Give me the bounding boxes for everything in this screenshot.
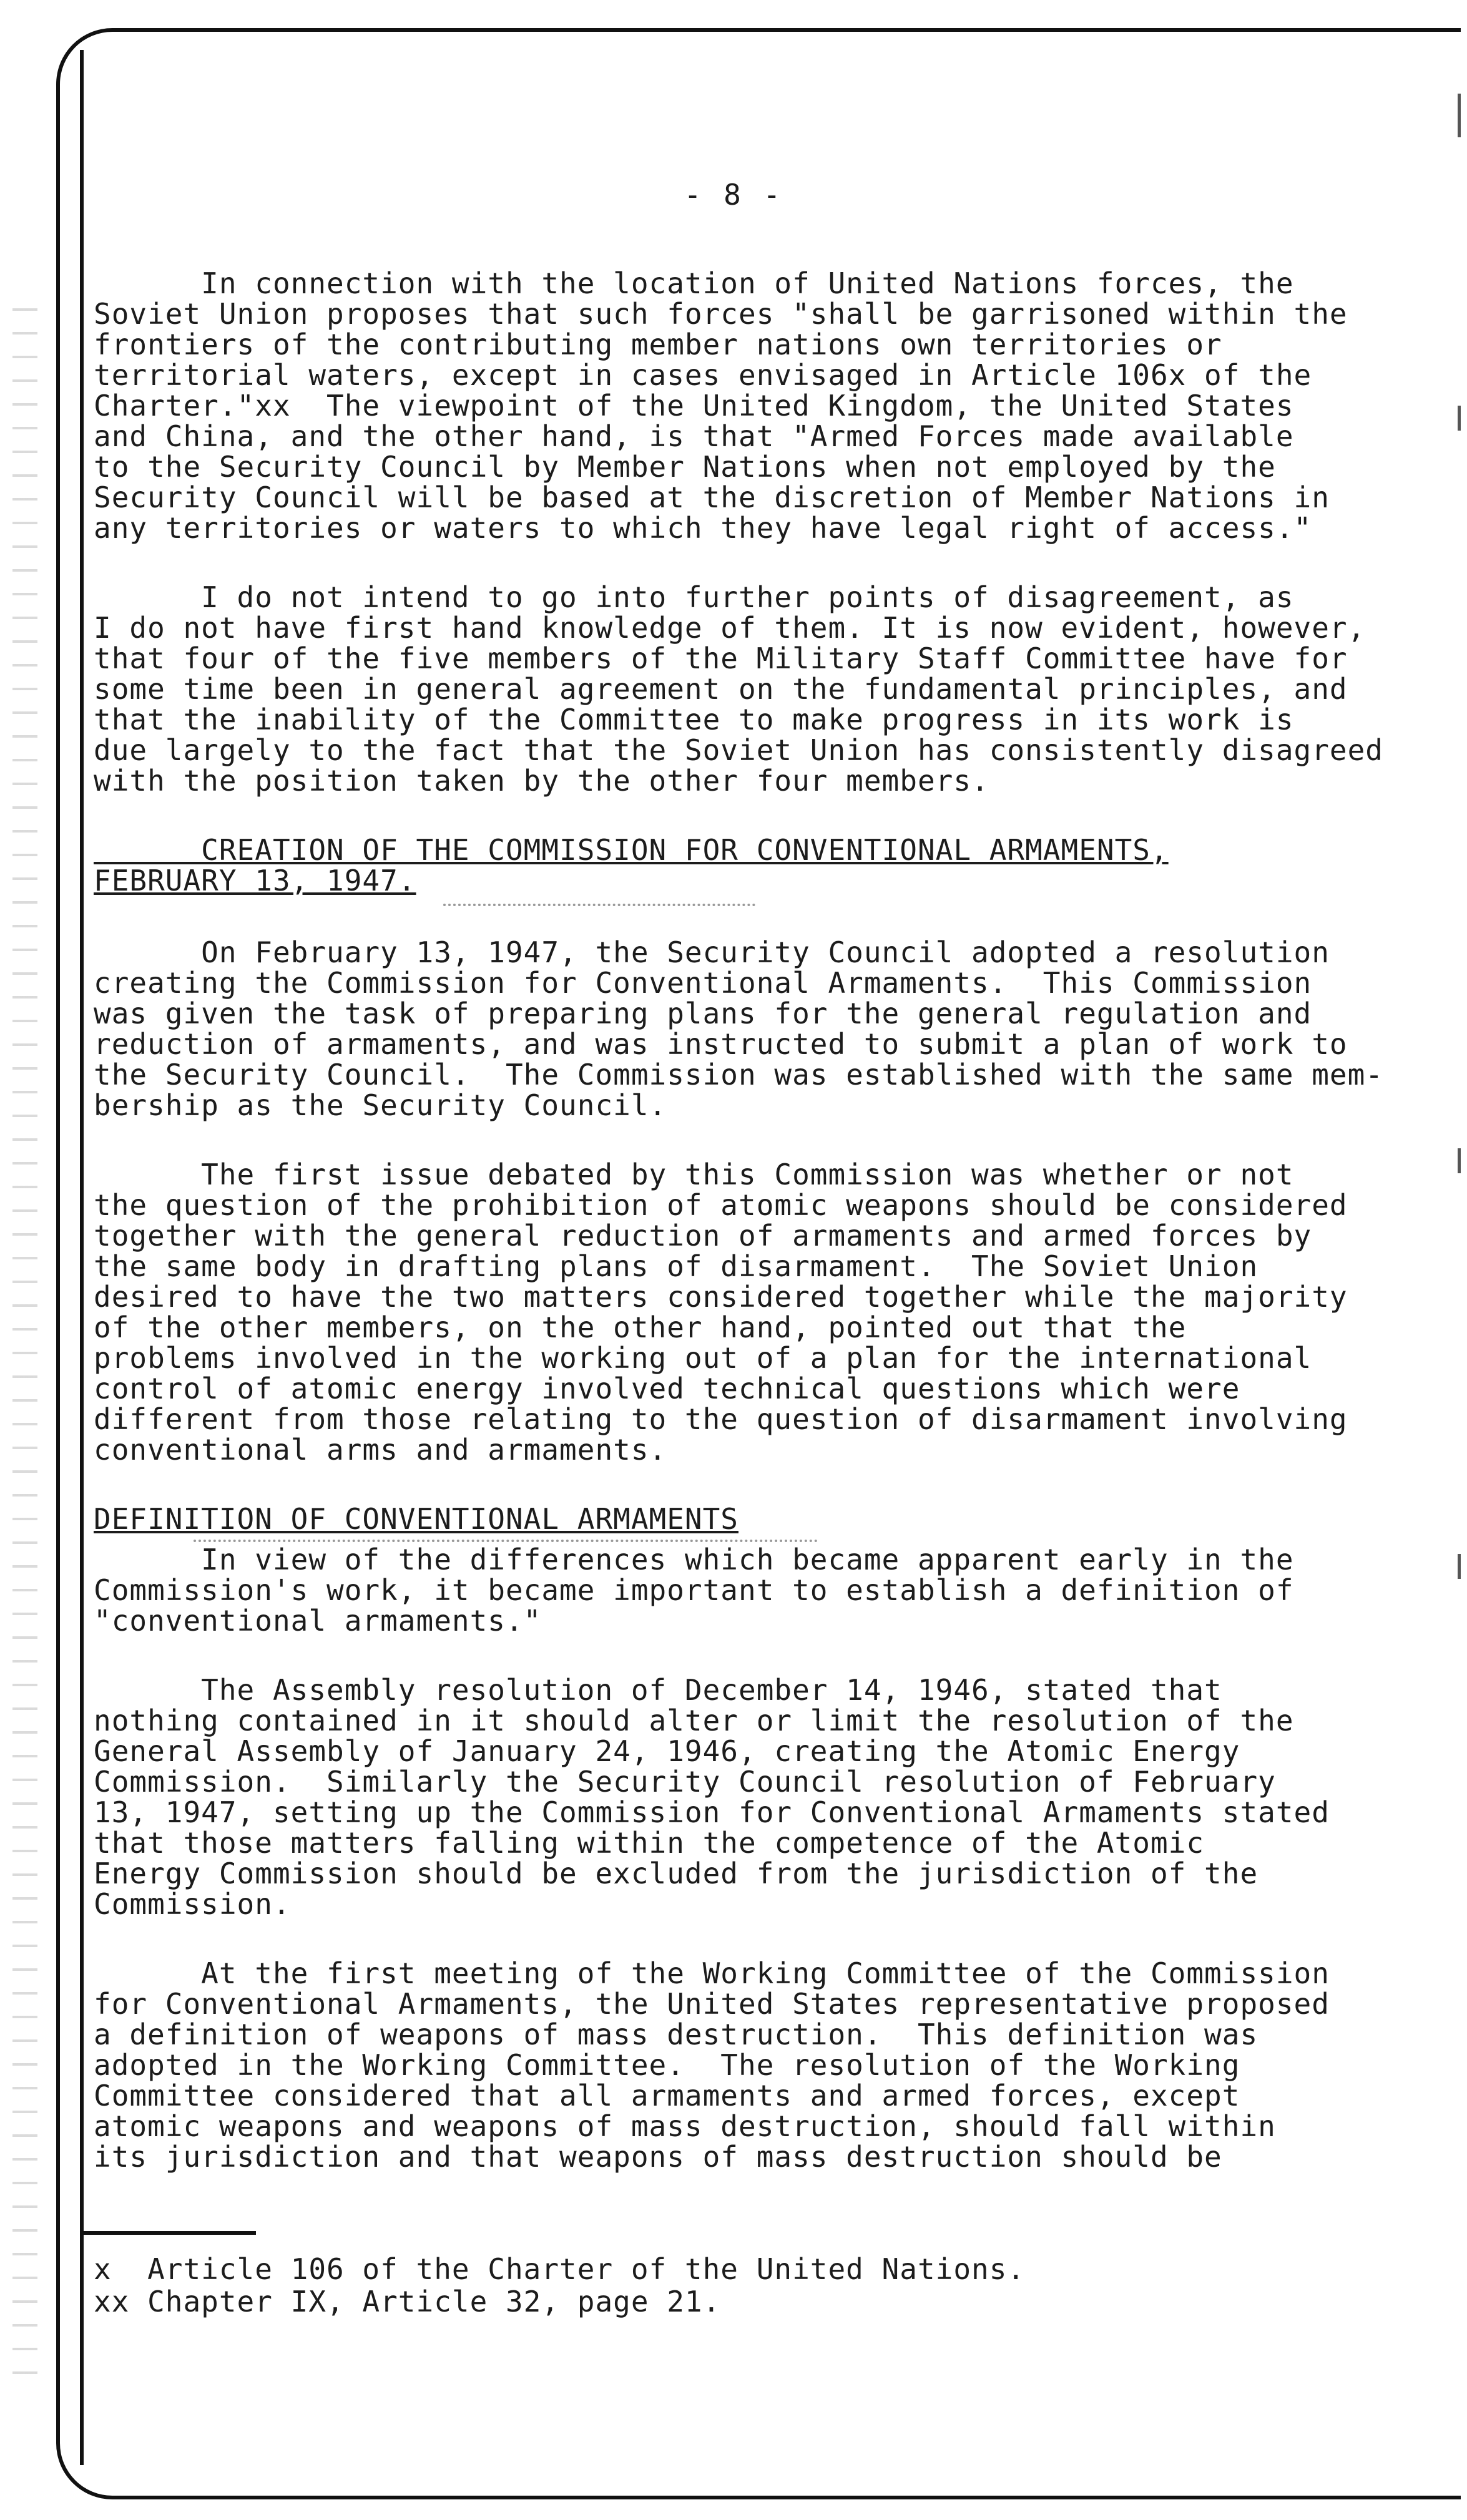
- text-line: and China, and the other hand, is that "Armed Forces made available: [94, 419, 1294, 453]
- text-line: Charter."xx The viewpoint of the United Kingdom, the United States: [94, 389, 1294, 422]
- text-line: the Security Council. The Commission was established with the same mem-: [94, 1058, 1383, 1092]
- text-line: In view of the differences which became apparent early in the: [94, 1543, 1294, 1576]
- text-line: 13, 1947, setting up the Commission for Conventional Armaments stated: [94, 1795, 1330, 1829]
- paragraph: [94, 582, 1392, 796]
- paragraph: [94, 1958, 1392, 2172]
- text-line: that the inability of the Committee to make progress in its work is: [94, 703, 1294, 736]
- paragraph: [94, 1160, 1392, 1465]
- binding-line: [80, 50, 84, 2465]
- text-line: the question of the prohibition of atomic weapons should be considered: [94, 1188, 1348, 1222]
- text-line: Commission's work, it became important to establish a definition of: [94, 1573, 1294, 1607]
- text-line: any territories or waters to which they have legal right of access.": [94, 511, 1312, 545]
- text-line: The first issue debated by this Commission was whether or not: [94, 1158, 1294, 1191]
- text-line: In connection with the location of United Nations forces, the: [94, 266, 1294, 300]
- text-line: The Assembly resolution of December 14, 1946, stated that: [94, 1673, 1222, 1707]
- paragraph: [94, 268, 1392, 544]
- text-line: for Conventional Armaments, the United States representative proposed: [94, 1987, 1330, 2021]
- dotted-rule: [194, 1540, 818, 1542]
- text-line: General Assembly of January 24, 1946, creating the Atomic Energy: [94, 1734, 1240, 1768]
- text-line: nothing contained in it should alter or limit the resolution of the: [94, 1704, 1294, 1737]
- text-line: of the other members, on the other hand, pointed out that the: [94, 1311, 1187, 1344]
- text-line: together with the general reduction of armaments and armed forces by: [94, 1219, 1312, 1253]
- text-line: with the position taken by the other four members.: [94, 764, 989, 798]
- text-line: I do not have first hand knowledge of them. It is now evident, however,: [94, 611, 1366, 645]
- text-line: Committee considered that all armaments and armed forces, except: [94, 2079, 1240, 2112]
- text-line: Commission.: [94, 1887, 291, 1921]
- text-line: the same body in drafting plans of disarmament. The Soviet Union: [94, 1249, 1258, 1283]
- text-line: territorial waters, except in cases envisaged in Article 106x of the: [94, 358, 1312, 392]
- text-line: Soviet Union proposes that such forces "shall be garrisoned within the: [94, 297, 1348, 331]
- dotted-rule: [443, 904, 755, 906]
- right-edge-mark: [1458, 94, 1461, 137]
- text-line: atomic weapons and weapons of mass destruction, should fall within: [94, 2109, 1276, 2143]
- text-line: different from those relating to the question of disarmament involving: [94, 1402, 1348, 1436]
- document-body: [94, 268, 1392, 2211]
- text-line: creating the Commission for Conventional Armaments. This Commission: [94, 966, 1312, 1000]
- text-line: On February 13, 1947, the Security Council adopted a resolution: [94, 935, 1330, 969]
- section-heading-line1: CREATION OF THE COMMISSION FOR CONVENTIONAL ARMAMENTS,: [94, 833, 1169, 867]
- text-line: bership as the Security Council.: [94, 1088, 667, 1122]
- text-line: that those matters falling within the competence of the Atomic: [94, 1826, 1205, 1860]
- text-line: frontiers of the contributing member nations own territories or: [94, 328, 1222, 361]
- page-number: - 8 -: [684, 178, 783, 212]
- text-line: problems involved in the working out of a plan for the international: [94, 1341, 1312, 1375]
- footnote: x Article 106 of the Charter of the United Nations.: [94, 2252, 1026, 2286]
- right-edge-mark: [1458, 406, 1461, 431]
- text-line: I do not intend to go into further points of disagreement, as: [94, 580, 1294, 614]
- text-line: due largely to the fact that the Soviet Union has consistently disagreed: [94, 733, 1383, 767]
- footnotes: [94, 2253, 1025, 2318]
- paragraph: [94, 1545, 1392, 1636]
- section-heading: DEFINITION OF CONVENTIONAL ARMAMENTS: [94, 1502, 738, 1536]
- footnote: xx Chapter IX, Article 32, page 21.: [94, 2285, 721, 2318]
- text-line: At the first meeting of the Working Committee of the Commission: [94, 1956, 1330, 1990]
- right-edge-mark: [1458, 1148, 1461, 1173]
- text-line: its jurisdiction and that weapons of mass destruction should be: [94, 2140, 1222, 2174]
- text-line: reduction of armaments, and was instructed to submit a plan of work to: [94, 1027, 1348, 1061]
- text-line: a definition of weapons of mass destruction. This definition was: [94, 2018, 1258, 2051]
- text-line: to the Security Council by Member Nations when not employed by the: [94, 450, 1276, 484]
- text-line: some time been in general agreement on the fundamental principles, and: [94, 672, 1348, 706]
- text-line: "conventional armaments.": [94, 1604, 542, 1638]
- right-edge-mark: [1458, 1554, 1461, 1579]
- text-line: was given the task of preparing plans for the general regulation and: [94, 997, 1312, 1030]
- paragraph: [94, 937, 1392, 1121]
- paragraph: [94, 1675, 1392, 1920]
- section-heading-line2: FEBRUARY 13, 1947.: [94, 864, 416, 897]
- margin-marks: [12, 287, 37, 2378]
- text-line: Security Council will be based at the discretion of Member Nations in: [94, 481, 1330, 514]
- text-line: desired to have the two matters considered together while the majority: [94, 1280, 1348, 1314]
- text-line: control of atomic energy involved technical questions which were: [94, 1372, 1240, 1405]
- text-line: Commission. Similarly the Security Council resolution of February: [94, 1765, 1276, 1799]
- text-line: Energy Commission should be excluded from the jurisdiction of the: [94, 1857, 1258, 1890]
- text-line: that four of the five members of the Military Staff Committee have for: [94, 642, 1348, 675]
- footnote-rule: [81, 2231, 256, 2235]
- text-line: conventional arms and armaments.: [94, 1433, 667, 1467]
- text-line: adopted in the Working Committee. The resolution of the Working: [94, 2048, 1240, 2082]
